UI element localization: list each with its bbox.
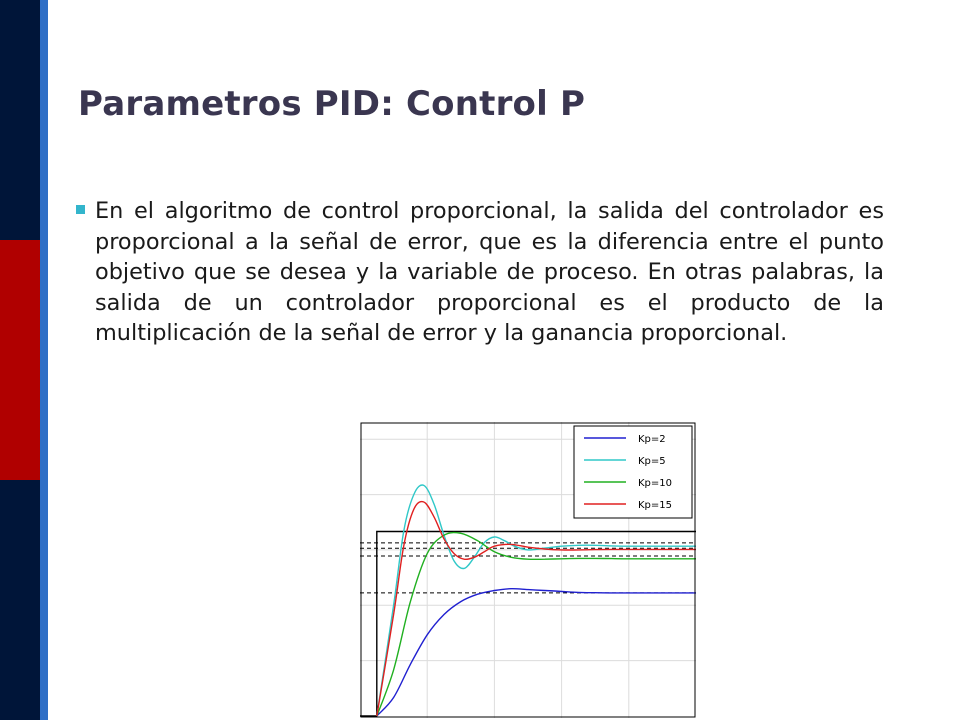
legend-label: Kp=5 bbox=[638, 456, 666, 467]
sidebar-segment-top bbox=[0, 0, 40, 240]
bullet-text: En el algoritmo de control proporcional, la salida del controlador es proporcional a la señal de error, que es la diferencia entre el punto objetivo que se desea y la variable de proceso. En otras palabras, la salida de un controlador proporcional es el producto de la multiplicación de la señal de error y la ganancia proporcional. bbox=[95, 198, 884, 347]
sidebar-edge-line bbox=[40, 0, 48, 720]
legend-label: Kp=15 bbox=[638, 500, 673, 511]
legend-label: Kp=10 bbox=[638, 478, 673, 489]
sidebar-segment-bottom bbox=[0, 480, 40, 720]
slide-title: Parametros PID: Control P bbox=[78, 84, 586, 124]
sidebar-decoration bbox=[0, 0, 40, 720]
legend bbox=[574, 426, 692, 518]
step-response-chart bbox=[360, 422, 696, 718]
square-bullet-icon bbox=[76, 205, 85, 214]
sidebar-segment-middle bbox=[0, 240, 40, 480]
bullet-block bbox=[76, 196, 884, 349]
legend-label: Kp=2 bbox=[638, 434, 666, 445]
